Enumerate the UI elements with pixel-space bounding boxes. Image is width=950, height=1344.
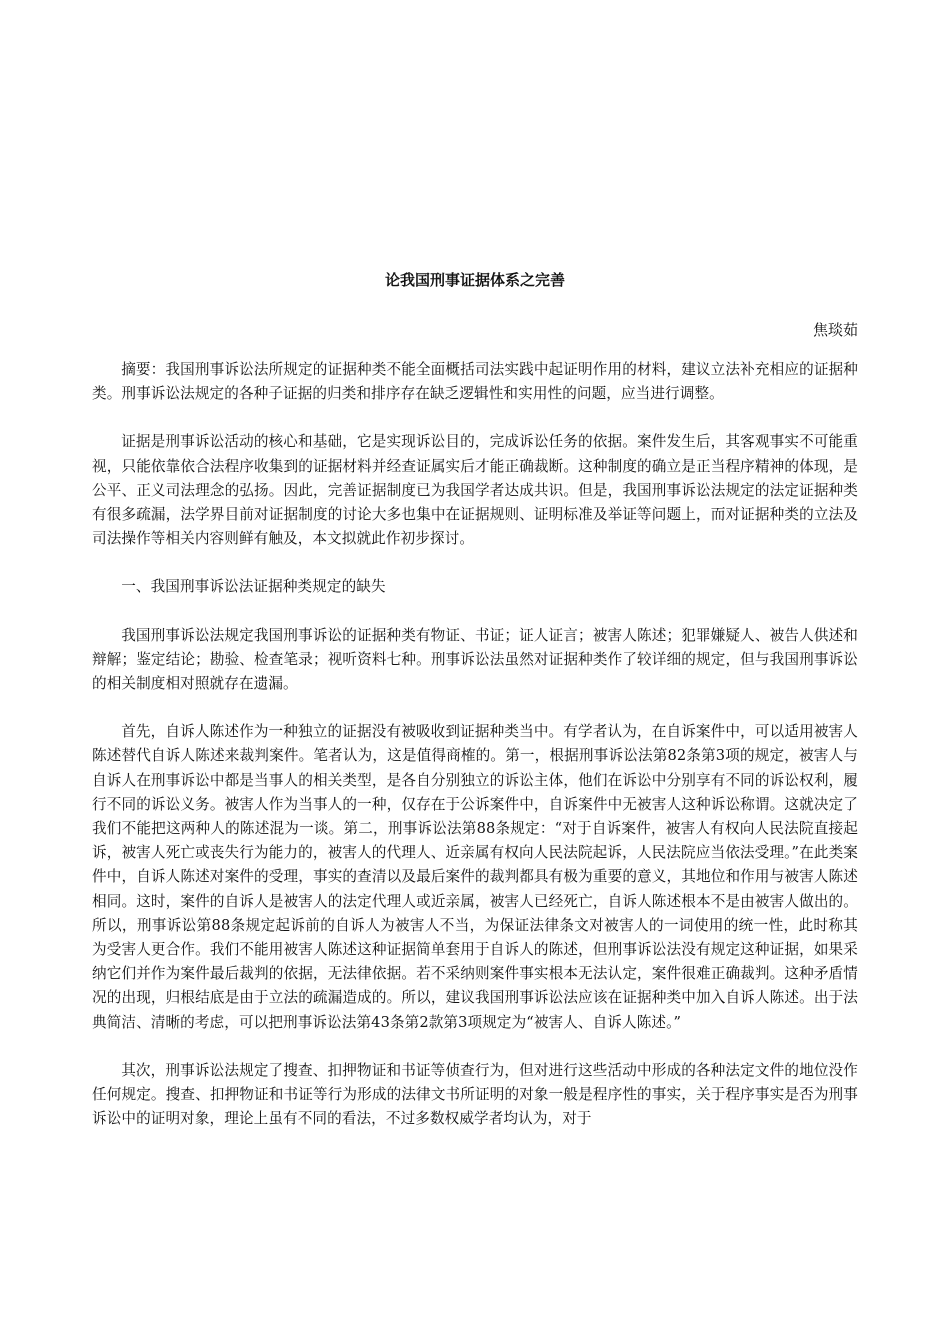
author-name: 焦琰茹: [812, 321, 858, 339]
intro-paragraph: 证据是刑事诉讼活动的核心和基础，它是实现诉讼目的，完成诉讼任务的依据。案件发生后，其客观事实不可能重视，只能依靠依合法程序收集到的证据材料并经查证属实后才能正确裁断。这种制度的确立是正当程序精神的体现，是公平、正义司法理念的弘扬。因此，完善证据制度已为我国学者达成共识。但是，我国刑事诉讼法规定的法定证据种类有很多疏漏，法学界目前对证据制度的讨论大多也集中在证据规则、证明标准及举证等问题上，而对证据种类的立法及司法操作等相关内容则鲜有触及，本文拟就此作初步探讨。: [92, 433, 858, 548]
body-paragraph: 我国刑事诉讼法规定我国刑事诉讼的证据种类有物证、书证；证人证言；被害人陈述；犯罪嫌疑人、被告人供述和辩解；鉴定结论；勘验、检查笔录；视听资料七种。刑事诉讼法虽然对证据种类作了较详细的规定，但与我国刑事诉讼的相关制度相对照就存在遗漏。: [92, 626, 858, 693]
body-paragraph: 首先，自诉人陈述作为一种独立的证据没有被吸收到证据种类当中。有学者认为，在自诉案件中，可以适用被害人陈述替代自诉人陈述来裁判案件。笔者认为，这是值得商榷的。第一，根据刑事诉讼法第82条第3项的规定，被害人与自诉人在刑事诉讼中都是当事人的相关类型，是各自分别独立的诉讼主体，他们在诉讼中分别享有不同的诉讼权利，履行不同的诉讼义务。被害人作为当事人的一种，仅存在于公诉案件中，自诉案件中无被害人这种诉讼称谓。这就决定了我们不能把这两种人的陈述混为一谈。第二，刑事诉讼法第88条规定：“对于自诉案件，被害人有权向人民法院直接起诉，被害人死亡或丧失行为能力的，被害人的代理人、近亲属有权向人民法院起诉，人民法院应当依法受理。”在此类案件中，自诉人陈述对案件的受理，事实的查清以及最后案件的裁判都具有极为重要的意义，其地位和作用与被害人陈述相同。这时，案件的自诉人是被害人的法定代理人或近亲属，被害人已经死亡，自诉人陈述根本不是由被害人做出的。所以，刑事诉讼第88条规定起诉前的自诉人为被害人不当，为保证法律条文对被害人的一词使用的统一性，此时称其为受害人更合作。我们不能用被害人陈述这种证据简单套用于自诉人的陈述，但刑事诉讼法没有规定这种证据，如果采纳它们并作为案件最后裁判的依据，无法律依据。若不采纳则案件事实根本无法认定，案件很难正确裁判。这种矛盾情况的出现，归根结底是由于立法的疏漏造成的。所以，建议我国刑事诉讼法应该在证据种类中加入自诉人陈述。出于法典简洁、清晰的考虑，可以把刑事诉讼法第43条第2款第3项规定为“被害人、自诉人陈述。”: [92, 723, 858, 1031]
section-heading: 一、我国刑事诉讼法证据种类规定的缺失: [121, 578, 386, 596]
document-page: [92, 268, 858, 1131]
abstract-paragraph: 摘要：我国刑事诉讼法所规定的证据种类不能全面概括司法实践中起证明作用的材料，建议立法补充相应的证据种类。刑事诉讼法规定的各种子证据的归类和排序存在缺乏逻辑性和实用性的问题，应当进行调整。: [92, 361, 858, 403]
document-title: 论我国刑事证据体系之完善: [384, 271, 565, 289]
body-paragraph: 其次，刑事诉讼法规定了搜查、扣押物证和书证等侦查行为，但对进行这些活动中形成的各种法定文件的地位没作任何规定。搜查、扣押物证和书证等行为形成的法律文书所证明的对象一般是程序性的事实，关于程序事实是否为刑事诉讼中的证明对象，理论上虽有不同的看法，不过多数权威学者均认为，对于: [92, 1061, 858, 1128]
